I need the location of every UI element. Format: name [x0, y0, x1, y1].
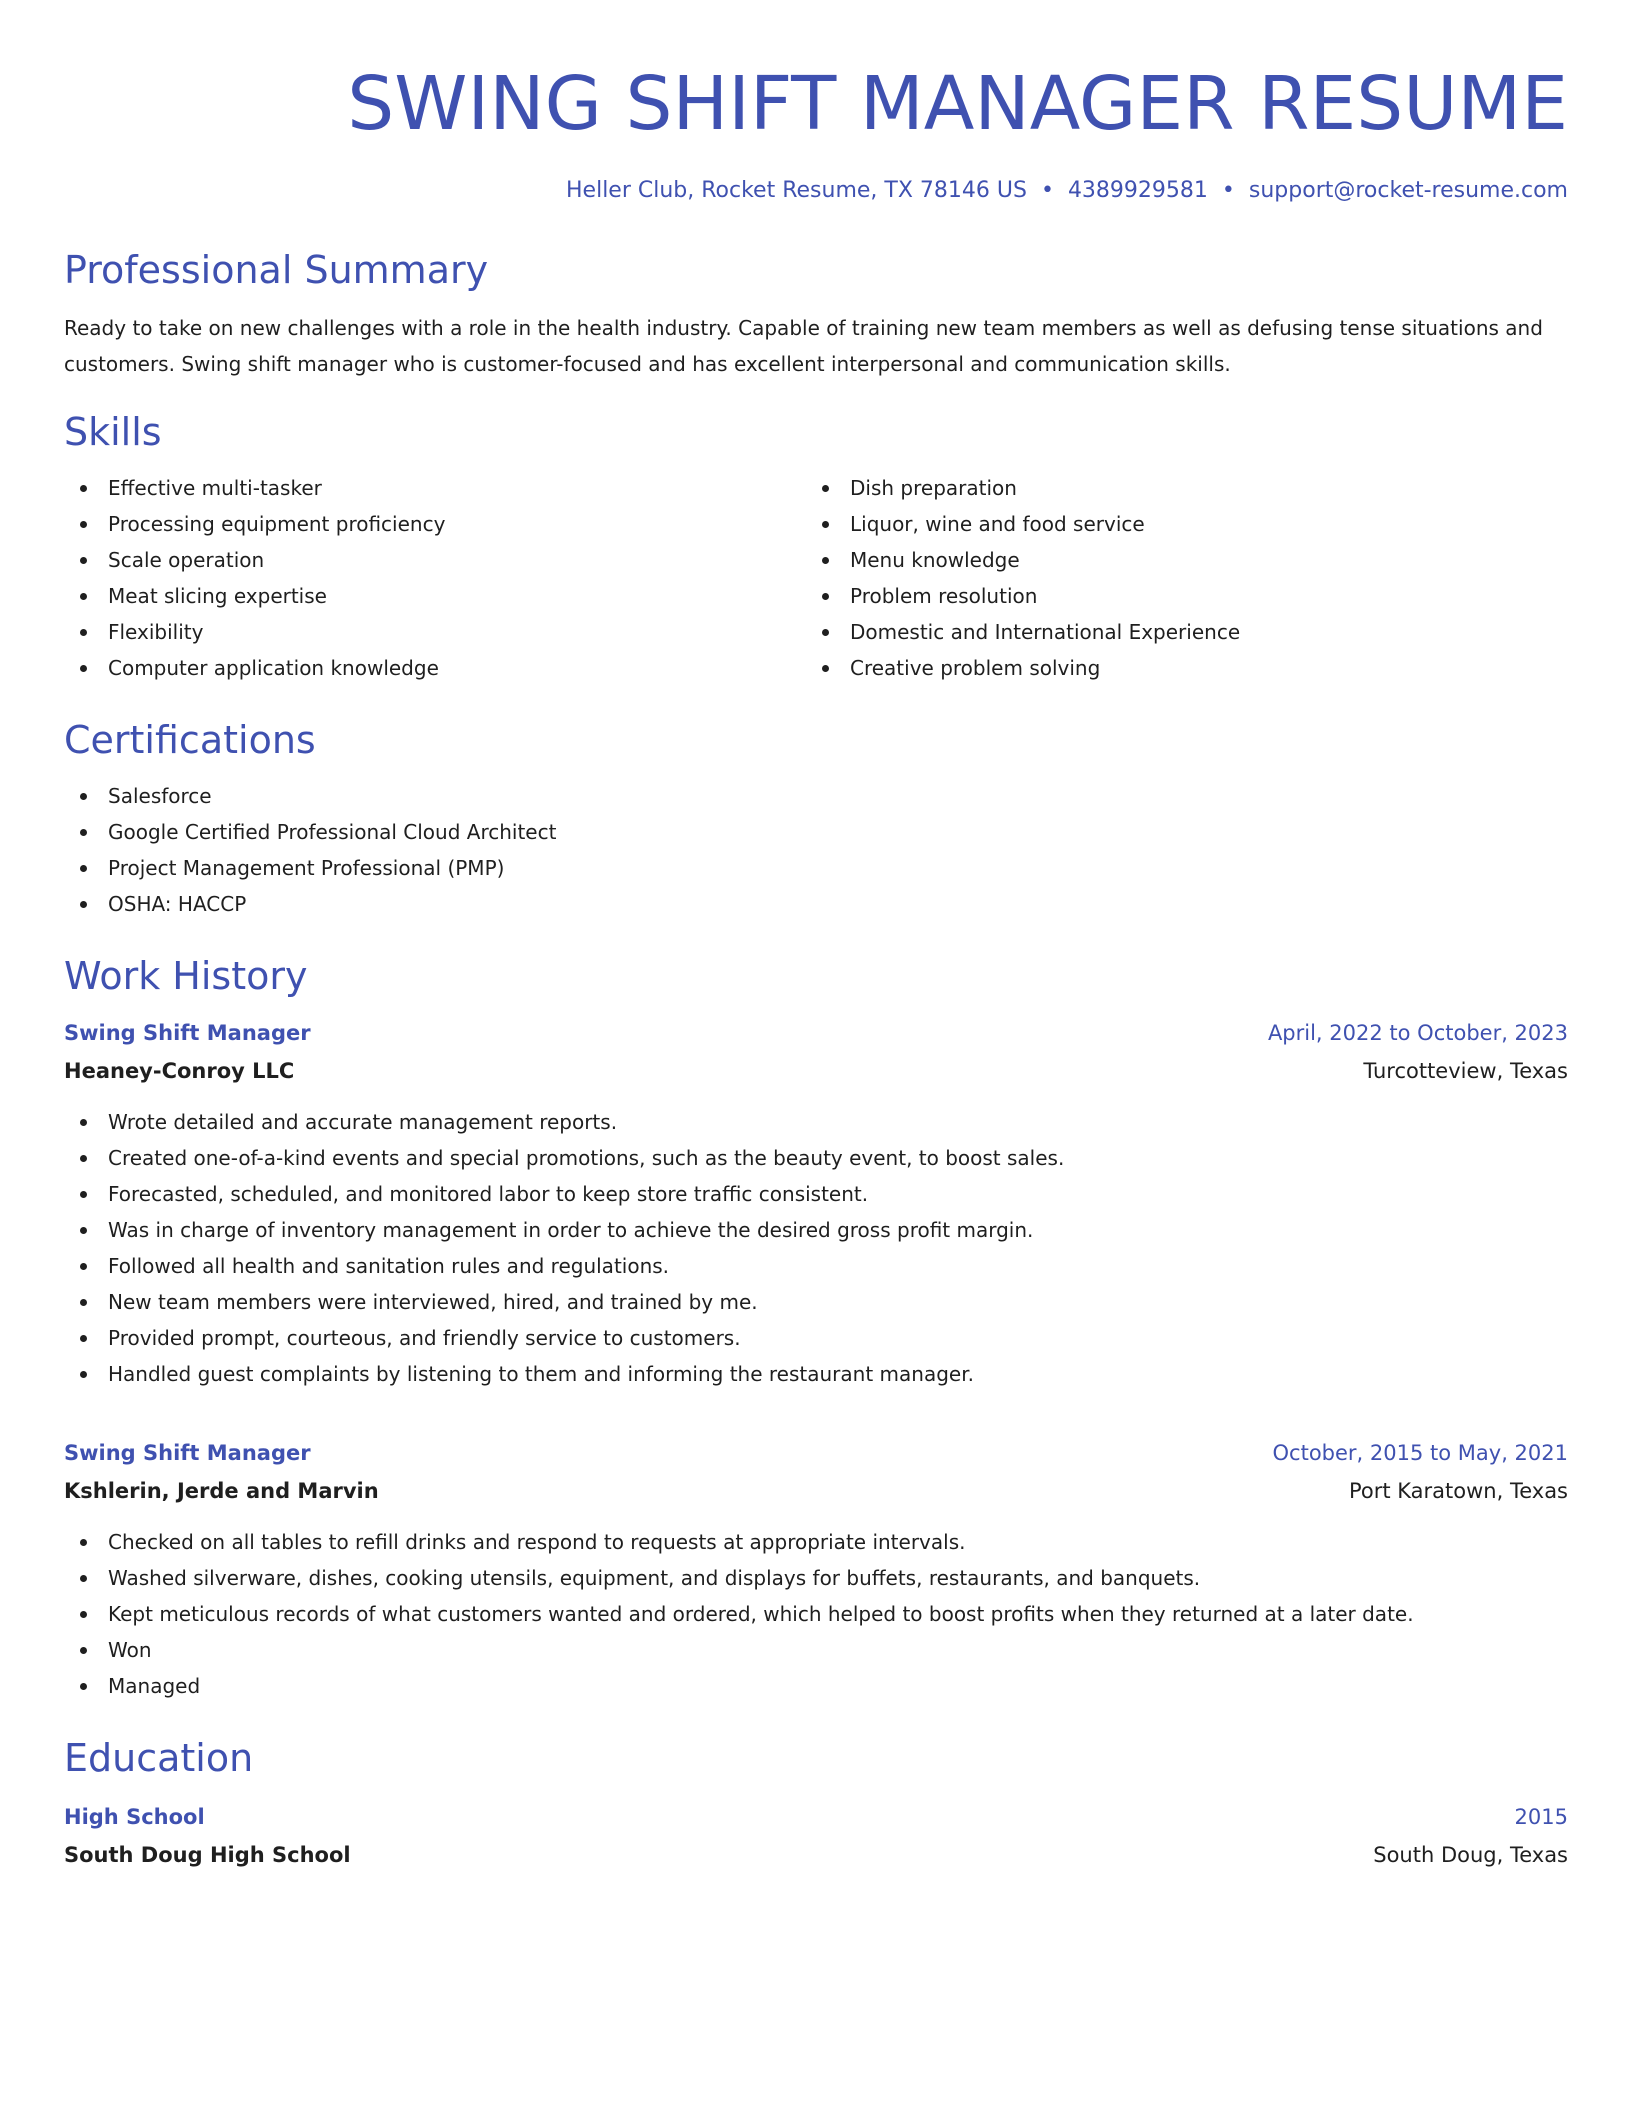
- work-history-section: [64, 952, 1568, 1704]
- education-section: [64, 1734, 1568, 1874]
- separator-dot: •: [1040, 178, 1054, 203]
- job-bullet: Checked on all tables to refill drinks and respond to requests at appropriate intervals.: [64, 1524, 1568, 1560]
- contact-phone: 4389929581: [1067, 178, 1208, 203]
- education-school: South Doug High School: [64, 1843, 351, 1867]
- certifications-section: [64, 716, 1568, 922]
- job-location: Turcotteview, Texas: [1363, 1059, 1568, 1083]
- job-bullet: Followed all health and sanitation rules and regulations.: [64, 1248, 1568, 1284]
- certification-item: OSHA: HACCP: [64, 886, 1568, 922]
- job-bullet: Kept meticulous records of what customers wanted and ordered, which helped to boost profits when they returned at a later date.: [64, 1596, 1568, 1632]
- skill-item: Processing equipment proficiency: [64, 506, 806, 542]
- certification-item: Google Certified Professional Cloud Architect: [64, 814, 1568, 850]
- job-bullet: Created one-of-a-kind events and special promotions, such as the beauty event, to boost sales.: [64, 1140, 1568, 1176]
- job-bullet: Managed: [64, 1668, 1568, 1704]
- summary-section: [64, 246, 1568, 382]
- separator-dot: •: [1221, 178, 1235, 203]
- job-dates: April, 2022 to October, 2023: [1267, 1021, 1568, 1045]
- section-heading-certifications: Certifications: [64, 718, 316, 762]
- skills-section: [64, 408, 1568, 686]
- skill-item: Liquor, wine and food service: [806, 506, 1548, 542]
- skill-item: Effective multi-tasker: [64, 470, 806, 506]
- job-bullet: New team members were interviewed, hired, and trained by me.: [64, 1284, 1568, 1320]
- job-location: Port Karatown, Texas: [1348, 1479, 1568, 1503]
- job-dates: October, 2015 to May, 2021: [1272, 1441, 1568, 1465]
- skill-item: Flexibility: [64, 614, 806, 650]
- summary-text: Ready to take on new challenges with a role in the health industry. Capable of training new team members as well as defusing tense situations and customers. Swing shift manager who is customer-focused and has excellent interpersonal and communication skills.: [64, 316, 1543, 376]
- job-role: Swing Shift Manager: [64, 1021, 311, 1045]
- section-heading-education: Education: [64, 1736, 254, 1780]
- skills-column-left: [64, 470, 806, 686]
- job-company: Kshlerin, Jerde and Marvin: [64, 1479, 379, 1503]
- skill-item: Scale operation: [64, 542, 806, 578]
- education-location: South Doug, Texas: [1373, 1843, 1568, 1867]
- job-bullet: Won: [64, 1632, 1568, 1668]
- contact-line: [64, 176, 1568, 206]
- section-heading-skills: Skills: [64, 410, 162, 454]
- section-heading-work-history: Work History: [64, 954, 308, 998]
- contact-address: Heller Club, Rocket Resume, TX 78146 US: [566, 178, 1027, 203]
- skill-item: Menu knowledge: [806, 542, 1548, 578]
- skill-item: Domestic and International Experience: [806, 614, 1548, 650]
- education-entry: [64, 1798, 1568, 1874]
- skill-item: Computer application knowledge: [64, 650, 806, 686]
- job-bullet: Provided prompt, courteous, and friendly service to customers.: [64, 1320, 1568, 1356]
- job-entry: [64, 1434, 1568, 1704]
- section-heading-summary: Professional Summary: [64, 248, 489, 292]
- job-bullet: Washed silverware, dishes, cooking utensils, equipment, and displays for buffets, restaurants, and banquets.: [64, 1560, 1568, 1596]
- skill-item: Meat slicing expertise: [64, 578, 806, 614]
- certification-item: Project Management Professional (PMP): [64, 850, 1568, 886]
- job-role: Swing Shift Manager: [64, 1441, 311, 1465]
- job-bullet: Wrote detailed and accurate management reports.: [64, 1104, 1568, 1140]
- education-year: 2015: [1514, 1805, 1568, 1829]
- job-bullet: Was in charge of inventory management in order to achieve the desired gross profit margin.: [64, 1212, 1568, 1248]
- resume-page: [64, 0, 1568, 1874]
- job-company: Heaney-Conroy LLC: [64, 1059, 295, 1083]
- skill-item: Creative problem solving: [806, 650, 1548, 686]
- certification-item: Salesforce: [64, 778, 1568, 814]
- job-entry: [64, 1014, 1568, 1392]
- job-bullet: Handled guest complaints by listening to them and informing the restaurant manager.: [64, 1356, 1568, 1392]
- skills-column-right: [806, 470, 1548, 686]
- contact-email: support@rocket-resume.com: [1248, 178, 1568, 203]
- resume-title: SWING SHIFT MANAGER RESUME: [347, 61, 1568, 147]
- education-degree: High School: [64, 1805, 205, 1829]
- skill-item: Dish preparation: [806, 470, 1548, 506]
- skill-item: Problem resolution: [806, 578, 1548, 614]
- job-bullet: Forecasted, scheduled, and monitored labor to keep store traffic consistent.: [64, 1176, 1568, 1212]
- skills-grid: [64, 470, 1568, 686]
